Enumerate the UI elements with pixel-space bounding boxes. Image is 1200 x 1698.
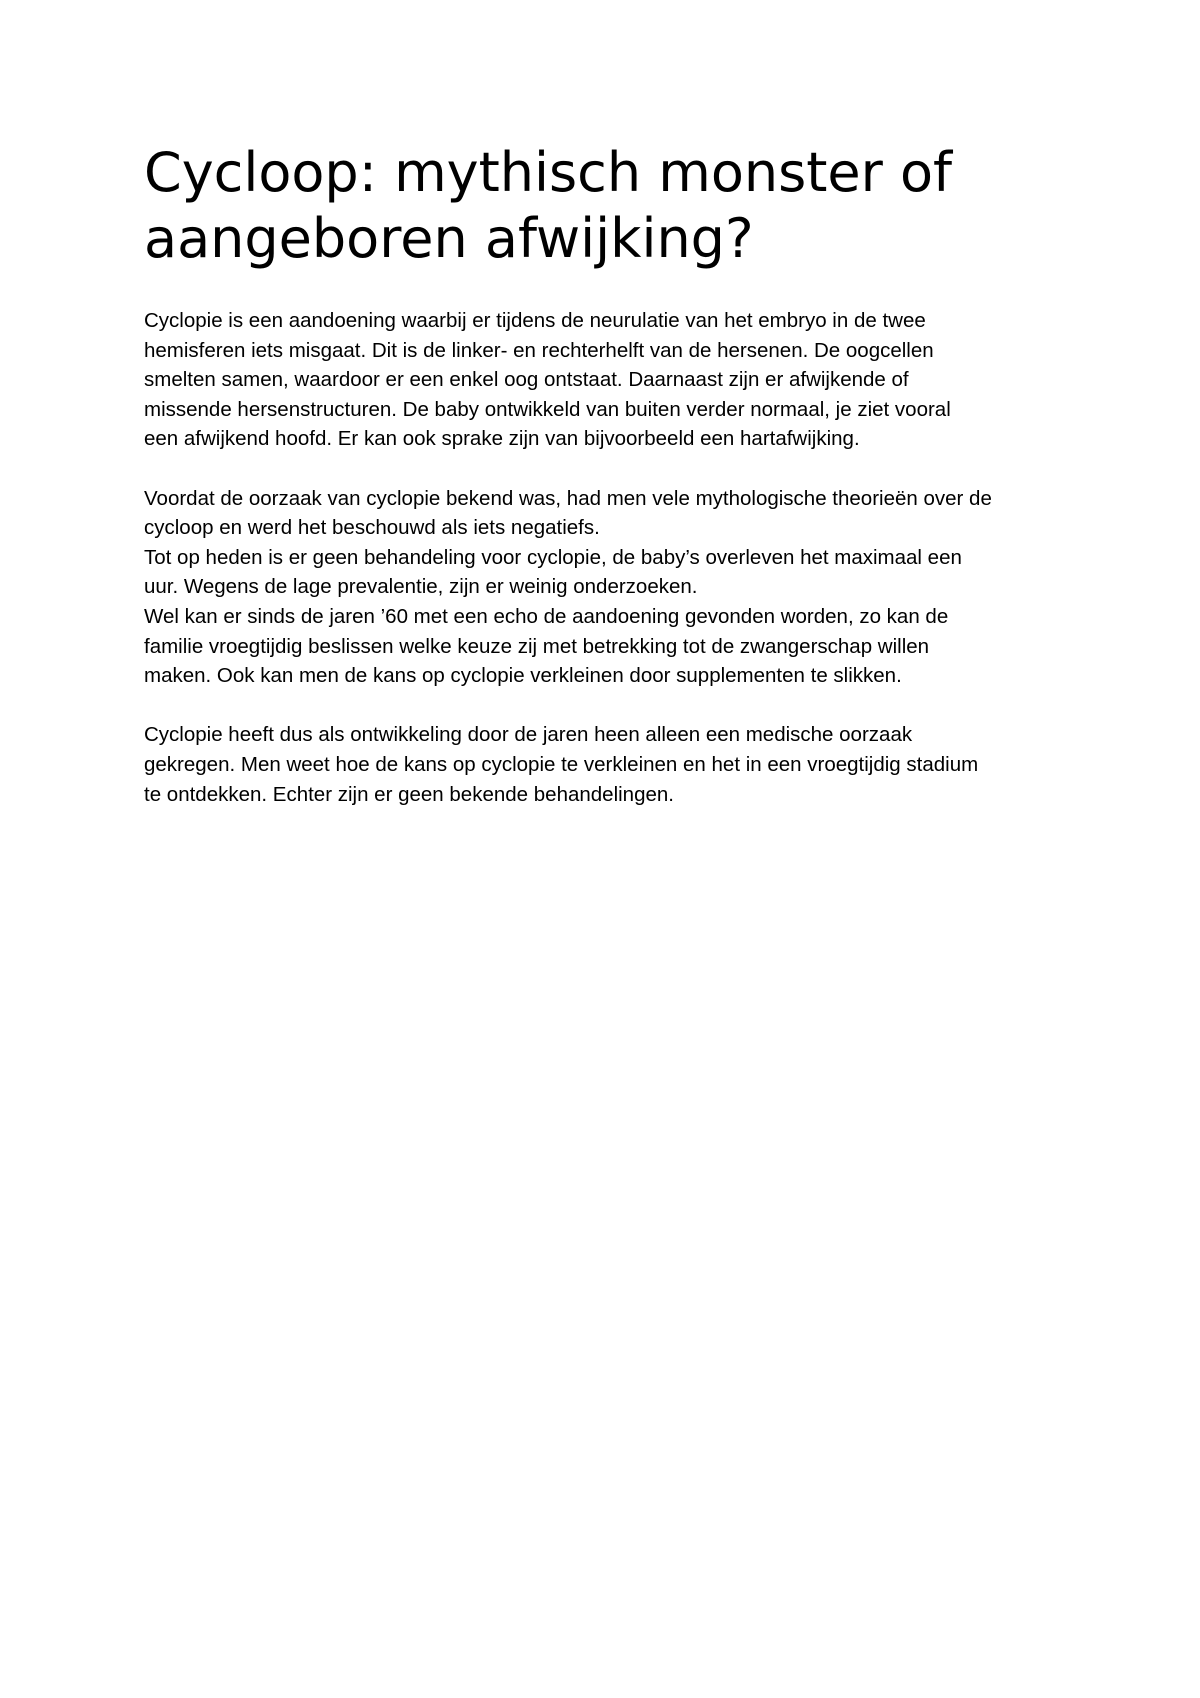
paragraph-intro xyxy=(144,306,1074,454)
title-line: Cycloop: mythisch monster of xyxy=(144,141,953,204)
text-line: familie vroegtijdig beslissen welke keuze zij met betrekking tot de zwangerschap willen xyxy=(144,634,930,658)
document-body xyxy=(144,140,1074,839)
text-line: cycloop en werd het beschouwd als iets negatiefs. xyxy=(144,516,600,540)
title-line: aangeboren afwijking? xyxy=(144,207,754,270)
text-line: smelten samen, waardoor er een enkel oog ontstaat. Daarnaast zijn er afwijkende of xyxy=(144,368,909,392)
text-line: maken. Ook kan men de kans op cyclopie verkleinen door supplementen te slikken. xyxy=(144,664,902,688)
text-line: missende hersenstructuren. De baby ontwikkeld van buiten verder normaal, je ziet vooral xyxy=(144,397,951,421)
document-title xyxy=(144,140,1074,272)
text-line: een afwijkend hoofd. Er kan ook sprake zijn van bijvoorbeeld een hartafwijking. xyxy=(144,427,860,451)
text-line: Cyclopie is een aandoening waarbij er tijdens de neurulatie van het embryo in de twee xyxy=(144,309,926,332)
text-line: Tot op heden is er geen behandeling voor cyclopie, de baby’s overleven het maximaal een xyxy=(144,545,962,569)
text-line: Cyclopie heeft dus als ontwikkeling door de jaren heen alleen een medische oorzaak xyxy=(144,723,913,747)
text-line: Wel kan er sinds de jaren ’60 met een echo de aandoening gevonden worden, zo kan de xyxy=(144,604,949,628)
text-line: hemisferen iets misgaat. Dit is de linker- en rechterhelft van de hersenen. De oogcellen xyxy=(144,338,934,362)
paragraph-history xyxy=(144,484,1074,691)
text-line: gekregen. Men weet hoe de kans op cyclopie te verkleinen en het in een vroegtijdig stadium xyxy=(144,752,979,776)
text-line: Voordat de oorzaak van cyclopie bekend was, had men vele mythologische theorieën over de xyxy=(144,486,992,510)
text-line: te ontdekken. Echter zijn er geen bekende behandelingen. xyxy=(144,782,674,806)
text-line: uur. Wegens de lage prevalentie, zijn er weinig onderzoeken. xyxy=(144,575,698,599)
paragraph-conclusion xyxy=(144,720,1074,809)
